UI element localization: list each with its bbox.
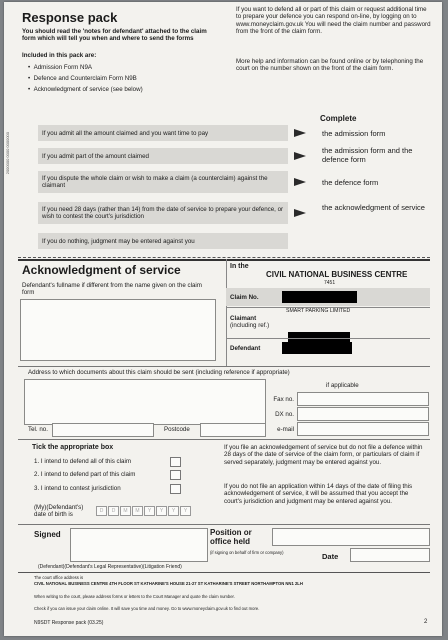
option-form-name: the acknowledgment of service: [322, 203, 425, 212]
court-address-label: The court office address is: [34, 575, 84, 580]
tick-divider: [18, 439, 430, 440]
dob-box[interactable]: Y: [168, 506, 179, 516]
signed-label: Signed: [34, 530, 61, 539]
tel-field[interactable]: [52, 423, 154, 437]
claimant-name: SMART PARKING LIMITED: [286, 308, 351, 314]
side-code: 2000000 0000 0000000: [5, 132, 10, 175]
help-info-text: More help and information can be found online or by telephoning the court on the number shown on the front of the claim form.: [236, 58, 424, 73]
dx-label: DX no.: [275, 411, 294, 418]
option-row: [38, 148, 288, 164]
tel-label: Tel. no.: [28, 426, 48, 433]
option-text: If you admit part of the amount claimed: [42, 153, 149, 160]
defendant-label: Defendant: [230, 345, 261, 352]
postcode-field[interactable]: [200, 423, 266, 437]
address-label: Address to which documents about this claim should be sent (including reference if appropriate): [28, 369, 290, 376]
claimant-label: Claimant: [230, 315, 257, 322]
dob-field[interactable]: [96, 506, 191, 516]
tick-option-label: 3. I intend to contest jurisdiction: [34, 485, 121, 492]
dob-box[interactable]: Y: [156, 506, 167, 516]
included-heading: Included in this pack are:: [22, 52, 97, 59]
email-label: e-mail: [277, 426, 294, 433]
tick-heading: Tick the appropriate box: [32, 444, 114, 451]
footer-divider: [18, 572, 430, 573]
cut-line: [18, 257, 430, 258]
claim-no-redacted: [282, 291, 357, 303]
online-note: Check if you can issue your claim online. It will save you time and money. Go to www.moneyclaim.gov.uk to find out more.: [34, 606, 260, 611]
position-label: Position or office held: [210, 528, 252, 546]
form-page: [4, 2, 442, 636]
position-field[interactable]: [272, 528, 430, 546]
dob-box[interactable]: D: [96, 506, 107, 516]
dob-box[interactable]: M: [132, 506, 143, 516]
defend-part-checkbox[interactable]: [170, 470, 181, 480]
fax-field[interactable]: [297, 392, 429, 406]
form-code: N9SDT Response pack (03.25): [34, 620, 104, 626]
postcode-label: Postcode: [164, 426, 190, 433]
option-text: If you admit all the amount claimed and you want time to pay: [42, 130, 209, 137]
arrow-icon: [294, 178, 306, 186]
defendant-redacted: [282, 342, 352, 354]
option-text: If you need 28 days (rather than 14) from the date of service to prepare your defence, or wish to contest the court's jurisdiction: [42, 206, 284, 221]
dob-box[interactable]: D: [108, 506, 119, 516]
intro-text: You should read the 'notes for defendant' attached to the claim form which will tell you when and where to send the forms: [22, 28, 207, 43]
signatory-role: (Defendant)(Defendant's Legal Representative)(Litigation Friend): [38, 564, 182, 570]
court-name: CIVIL NATIONAL BUSINESS CENTRE: [266, 270, 408, 279]
arrow-icon: [294, 152, 306, 160]
position-sub-label: (if signing on behalf of firm or company): [210, 550, 284, 555]
claimant-sub-label: (including ref.): [230, 322, 270, 329]
contest-jurisdiction-checkbox[interactable]: [170, 484, 181, 494]
tick-option-label: 1. I intend to defend all of this claim: [34, 458, 131, 465]
fax-label: Fax no.: [273, 396, 294, 403]
included-item: • Admission Form N9A: [28, 64, 93, 71]
fullname-field[interactable]: [20, 299, 216, 361]
claim-no-label: Claim No.: [230, 294, 259, 301]
page-title: Response pack: [22, 10, 118, 25]
dob-box[interactable]: M: [120, 506, 131, 516]
ack-title: Acknowledgment of service: [22, 263, 181, 277]
option-form-name: the admission form and the defence form: [322, 146, 413, 164]
online-info-text: If you want to defend all or part of this claim or request additional time to prepare your defence you can respond on-line, by logging on to www.moneyclaim.gov.uk You will need the claim number and password from the front of the claim form.: [236, 6, 431, 36]
fullname-label: Defendant's fullname if different from the name given on the claim form: [22, 282, 202, 297]
court-address: CIVIL NATIONAL BUSINESS CENTRE 4TH FLOOR ST KATHARINE'S HOUSE 21-27 ST KATHARINE'S STREET NORTHAMPTON NN1 2LH: [34, 581, 303, 586]
option-row: [38, 202, 288, 224]
option-text: If you do nothing, judgment may be entered against you: [42, 238, 195, 245]
option-text: If you dispute the whole claim or wish to make a claim (a counterclaim) against the claimant: [42, 175, 268, 190]
email-field[interactable]: [297, 422, 429, 436]
signature-field[interactable]: [70, 528, 208, 562]
if-applicable-label: if applicable: [326, 382, 359, 389]
option-row: [38, 171, 288, 193]
signed-divider: [18, 524, 430, 525]
option-row: [38, 125, 288, 141]
dx-field[interactable]: [297, 407, 429, 421]
option-form-name: the admission form: [322, 129, 386, 138]
dob-label: (My)(Defendant's) date of birth is: [34, 504, 84, 519]
arrow-icon: [294, 129, 306, 137]
jurisdiction-warning: If you do not file an application within 14 days of the date of filing this acknowledgement of service, it will be assumed that you accept the court's jurisdiction and judgment may be entered against you.: [224, 483, 413, 505]
court-code: 7451: [324, 280, 336, 286]
date-label: Date: [322, 552, 339, 561]
writing-note: When writing to the court, please address forms or letters to the Court Manager and quote the claim number.: [34, 594, 235, 599]
included-item: • Acknowledgment of service (see below): [28, 86, 143, 93]
date-field[interactable]: [350, 548, 430, 562]
tick-option-label: 2. I intend to defend part of this claim: [34, 471, 136, 478]
page-number: 2: [424, 619, 428, 625]
address-field[interactable]: [24, 379, 266, 425]
option-row: [38, 233, 288, 249]
dob-box[interactable]: Y: [144, 506, 155, 516]
included-item: • Defence and Counterclaim Form N9B: [28, 75, 137, 82]
complete-heading: Complete: [320, 114, 357, 123]
no-defence-warning: If you file an acknowledgement of service but do not file a defence within 28 days of the date of service of the claim form, or particulars of claim if served separately, judgment may be entered against you.: [224, 444, 423, 466]
in-the-label: In the: [230, 263, 249, 270]
arrow-icon: [294, 209, 306, 217]
defend-all-checkbox[interactable]: [170, 457, 181, 467]
option-form-name: the defence form: [322, 178, 379, 187]
dob-box[interactable]: Y: [180, 506, 191, 516]
